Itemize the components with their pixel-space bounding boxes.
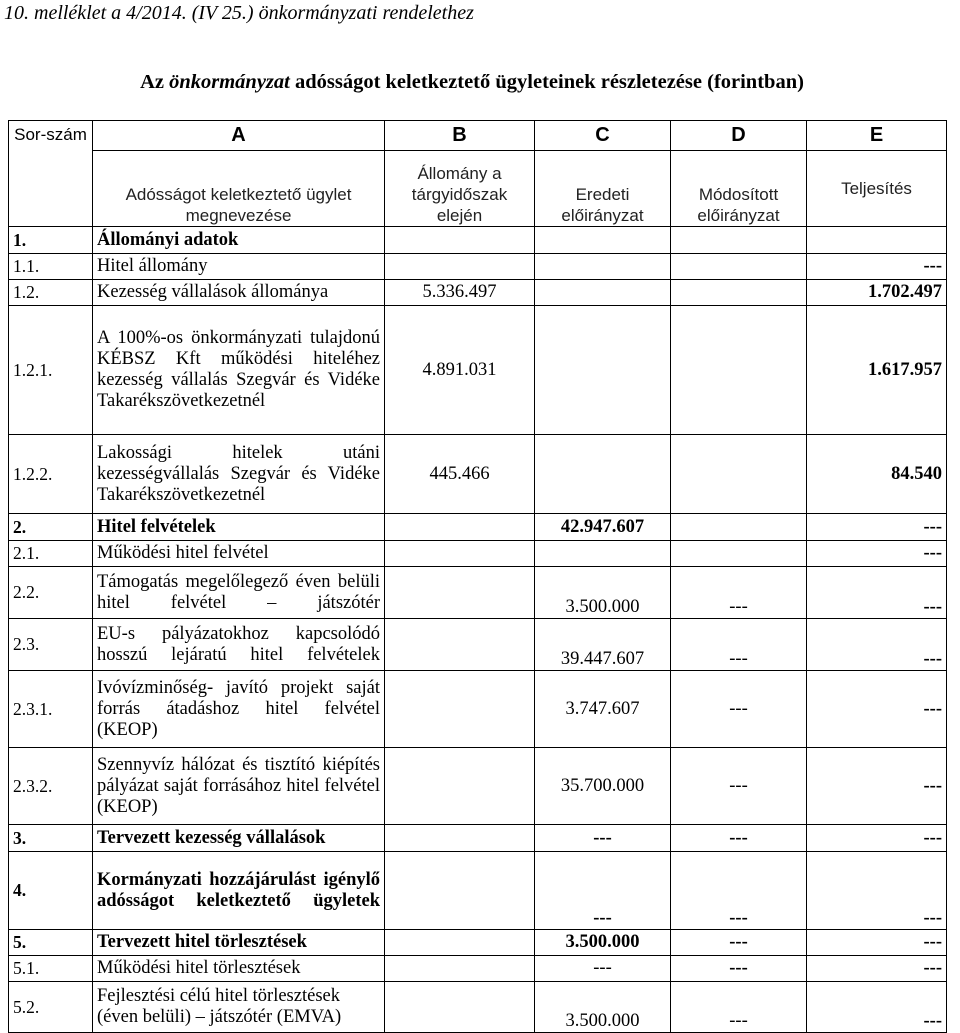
row-name: Működési hitel törlesztések [93,956,385,982]
row-c: --- [535,825,671,852]
row-c: 42.947.607 [535,514,671,541]
row-c [535,280,671,306]
row-c: --- [535,956,671,982]
row-name: A 100%-os önkormányzati tulajdonú KÉBSZ Kft működési hiteléhez kezesség vállalás Szegvár és Vidéke Takarékszövetkezetnél [93,306,385,435]
row-number: 5.1. [9,956,93,982]
row-b [385,671,535,748]
row-b [385,619,535,671]
row-number: 4. [9,852,93,930]
row-number: 1.1. [9,254,93,280]
row-b [385,852,535,930]
row-b [385,825,535,852]
row-e [807,227,947,254]
row-e: --- [807,852,947,930]
title-post: adósságot keletkeztető ügyleteinek részletezése (forintban) [289,71,804,93]
table-row [9,435,947,514]
row-c: --- [535,852,671,930]
table-row [9,514,947,541]
row-number: 1.2. [9,280,93,306]
row-e: --- [807,567,947,619]
row-name: Állományi adatok [93,227,385,254]
col-a-header: Adósságot keletkeztető ügylet megnevezése [93,151,385,227]
row-number: 1.2.2. [9,435,93,514]
table-row [9,541,947,567]
row-e: 1.617.957 [807,306,947,435]
row-d [671,254,807,280]
col-letter-b: B [385,121,535,151]
row-number: 5.2. [9,982,93,1033]
row-e: --- [807,982,947,1033]
title-pre: Az [140,71,170,93]
row-name: Tervezett hitel törlesztések [93,930,385,956]
row-d: --- [671,930,807,956]
row-name: Kormányzati hozzájárulást igénylő adósságot keletkeztető ügyletek [93,852,385,930]
row-c: 3.500.000 [535,567,671,619]
row-e: --- [807,671,947,748]
col-sorszam-header: Sor-szám [9,121,93,227]
row-b [385,930,535,956]
row-d: --- [671,852,807,930]
page-title [0,71,944,94]
table-row [9,852,947,930]
row-d [671,541,807,567]
row-b [385,227,535,254]
row-e: --- [807,825,947,852]
row-name: Lakossági hitelek utáni kezességvállalás Szegvár és Vidéke Takarékszövetkezetnél [93,435,385,514]
col-c-header: Eredeti előirányzat [535,151,671,227]
row-d: --- [671,567,807,619]
row-d: --- [671,619,807,671]
row-b: 4.891.031 [385,306,535,435]
table-row [9,930,947,956]
col-e-header: Teljesítés [807,151,947,227]
row-number: 2.3. [9,619,93,671]
row-d: --- [671,982,807,1033]
row-number: 5. [9,930,93,956]
row-b [385,982,535,1033]
row-b [385,541,535,567]
row-number: 2.3.2. [9,748,93,825]
col-letter-a: A [93,121,385,151]
row-c: 3.500.000 [535,982,671,1033]
row-b [385,514,535,541]
row-number: 2.2. [9,567,93,619]
row-d [671,306,807,435]
row-e: --- [807,930,947,956]
row-d: --- [671,748,807,825]
document-header: 10. melléklet a 4/2014. (IV 25.) önkormányzati rendelethez [4,2,474,24]
row-c: 3.500.000 [535,930,671,956]
row-number: 3. [9,825,93,852]
row-name: Hitel felvételek [93,514,385,541]
table-row [9,956,947,982]
table-row [9,825,947,852]
row-e: 84.540 [807,435,947,514]
row-b [385,748,535,825]
title-italic: önkormányzat [169,71,290,93]
row-c [535,227,671,254]
row-b: 5.336.497 [385,280,535,306]
row-b [385,567,535,619]
table-row [9,982,947,1033]
column-header-row [9,151,947,227]
row-number: 2.3.1. [9,671,93,748]
row-e: --- [807,748,947,825]
table-row [9,567,947,619]
row-name: Tervezett kezesség vállalások [93,825,385,852]
row-b: 445.466 [385,435,535,514]
col-letter-e: E [807,121,947,151]
table-row [9,306,947,435]
row-e: --- [807,956,947,982]
row-name: Ivóvízminőség- javító projekt saját forrás átadáshoz hitel felvétel (KEOP) [93,671,385,748]
row-e: --- [807,514,947,541]
row-b [385,956,535,982]
row-c [535,254,671,280]
row-c [535,541,671,567]
row-d: --- [671,956,807,982]
row-c: 3.747.607 [535,671,671,748]
row-name: EU-s pályázatokhoz kapcsolódó hosszú lejáratú hitel felvételek [93,619,385,671]
table-row [9,619,947,671]
row-e: --- [807,254,947,280]
row-e: --- [807,541,947,567]
table-row [9,671,947,748]
row-d [671,435,807,514]
table-row [9,280,947,306]
column-letter-row [9,121,947,151]
col-letter-c: C [535,121,671,151]
row-e: --- [807,619,947,671]
table-row [9,254,947,280]
row-d: --- [671,671,807,748]
col-d-header: Módosított előirányzat [671,151,807,227]
col-b-header: Állomány a tárgyidőszak elején [385,151,535,227]
row-number: 1.2.1. [9,306,93,435]
row-d: --- [671,825,807,852]
table-row [9,748,947,825]
row-c: 39.447.607 [535,619,671,671]
row-number: 1. [9,227,93,254]
row-number: 2.1. [9,541,93,567]
row-d [671,280,807,306]
row-name: Működési hitel felvétel [93,541,385,567]
row-name: Támogatás megelőlegező éven belüli hitel felvétel – játszótér [93,567,385,619]
debt-table [8,120,947,1033]
row-d [671,514,807,541]
row-c [535,435,671,514]
row-b [385,254,535,280]
row-name: Hitel állomány [93,254,385,280]
row-name: Fejlesztési célú hitel törlesztések (éven belüli) – játszótér (EMVA) [93,982,385,1033]
row-d [671,227,807,254]
row-c [535,306,671,435]
row-name: Kezesség vállalások állománya [93,280,385,306]
row-number: 2. [9,514,93,541]
row-name: Szennyvíz hálózat és tisztító kiépítés pályázat saját forrásához hitel felvétel (KEOP) [93,748,385,825]
table-row [9,227,947,254]
col-letter-d: D [671,121,807,151]
row-e: 1.702.497 [807,280,947,306]
row-c: 35.700.000 [535,748,671,825]
